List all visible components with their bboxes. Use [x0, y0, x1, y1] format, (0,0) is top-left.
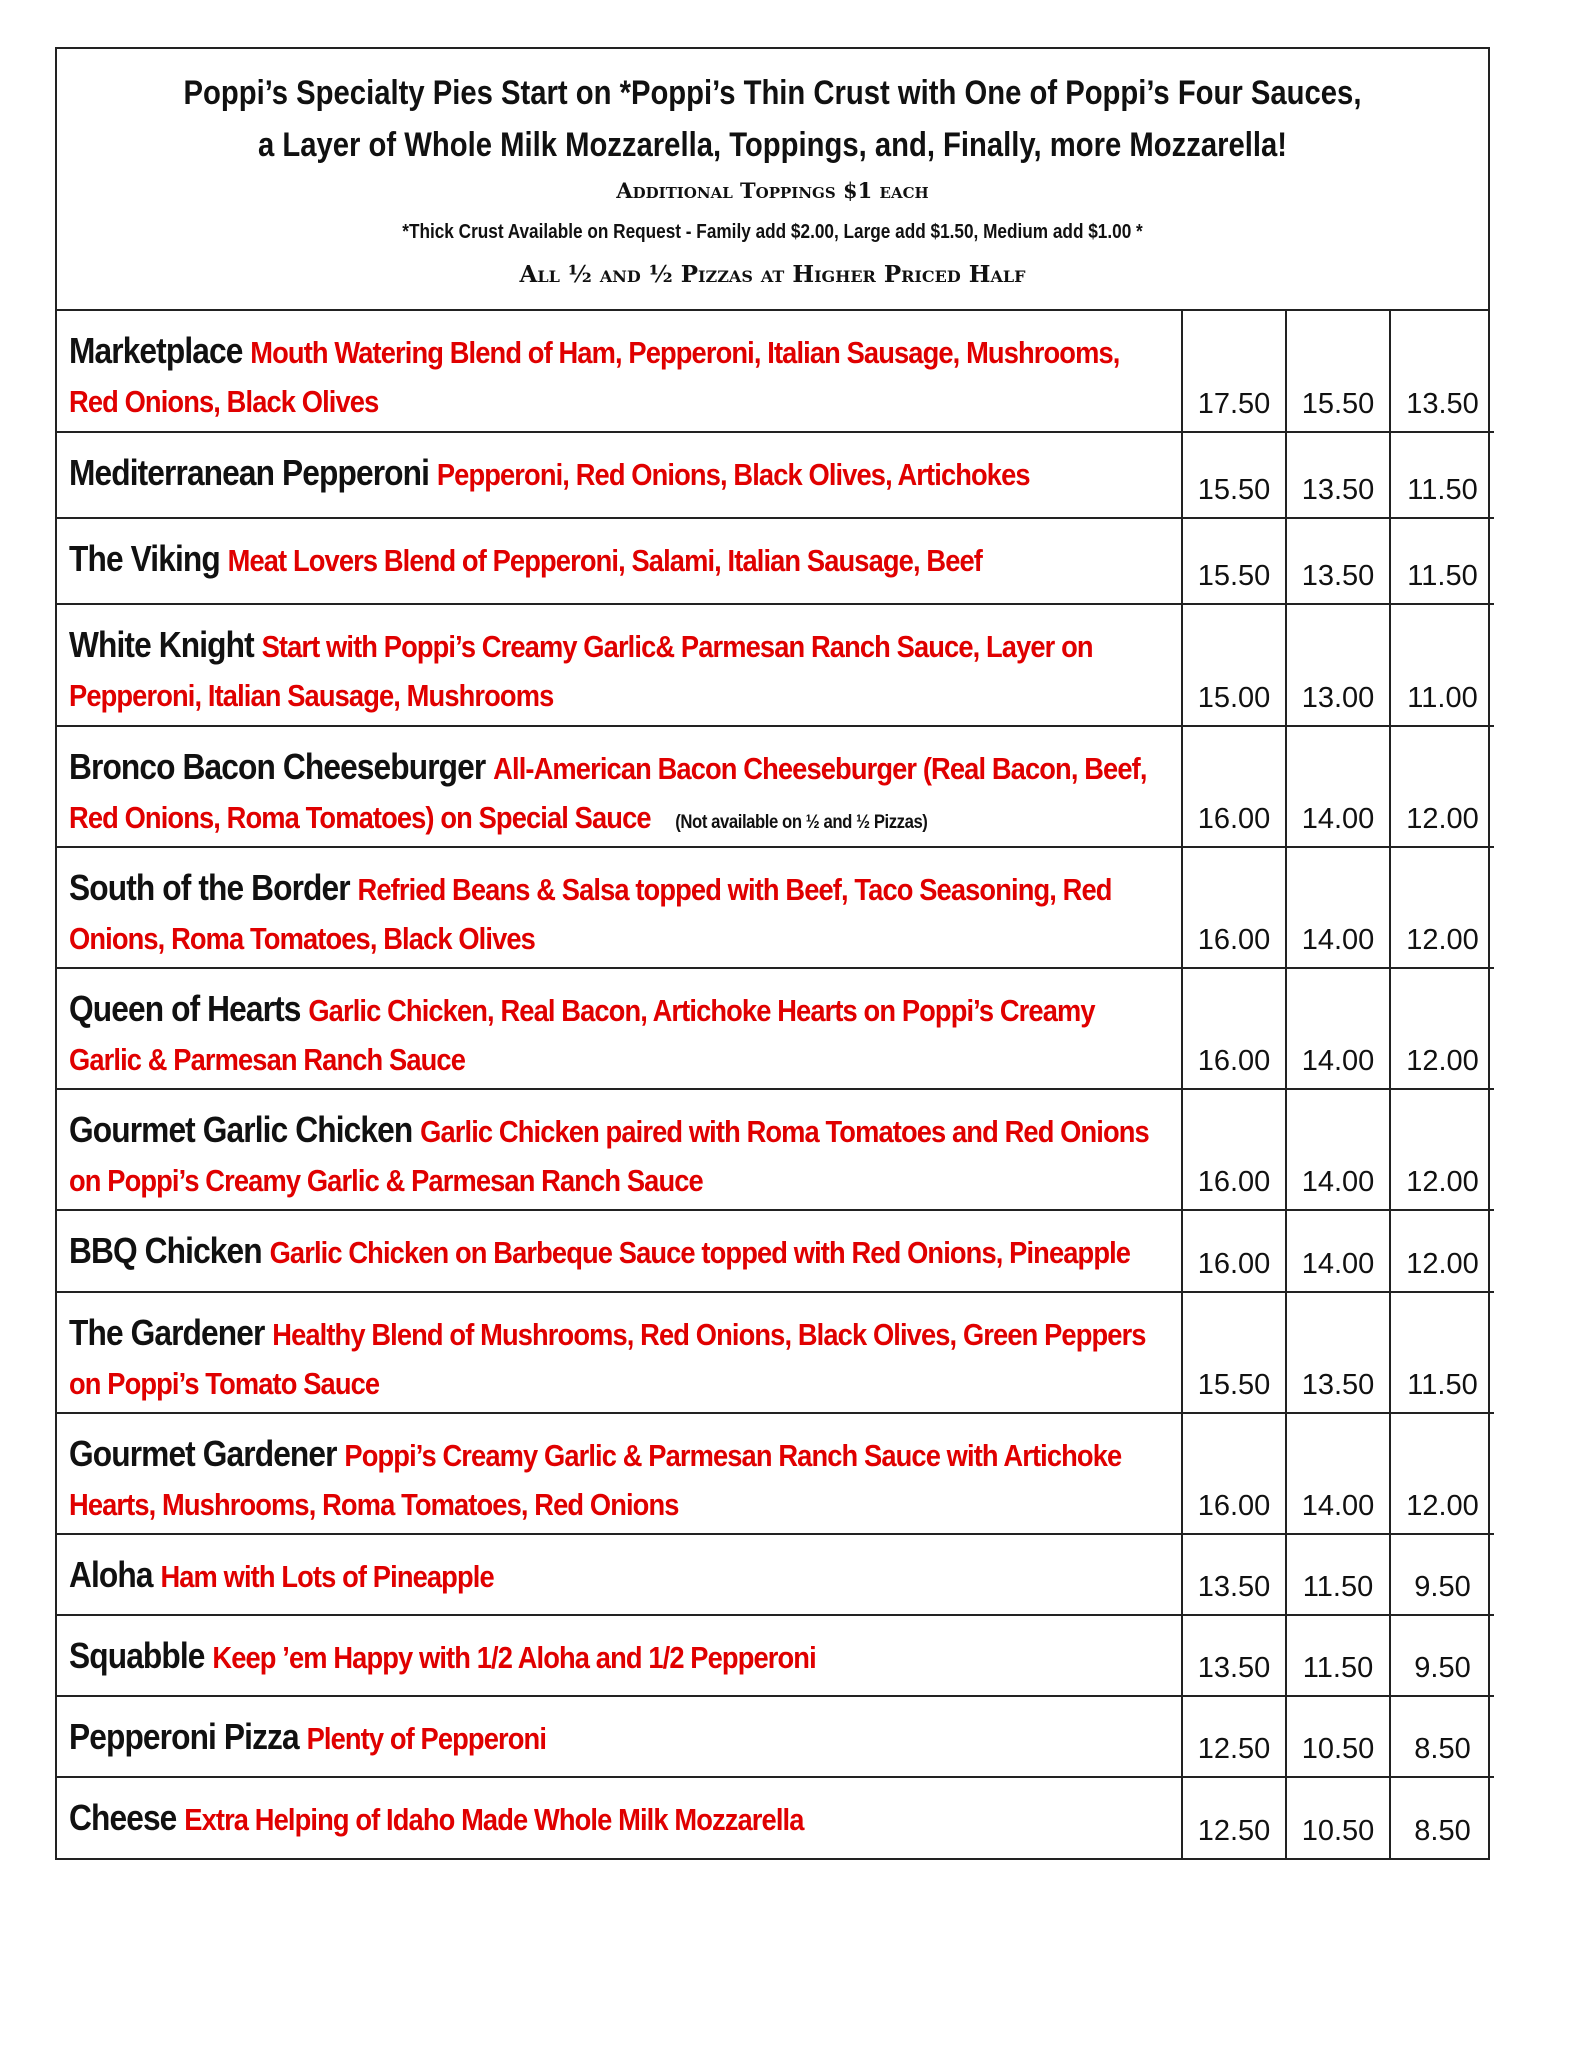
price-large: 10.50 — [1286, 1696, 1390, 1777]
pizza-name: BBQ Chicken — [69, 1230, 262, 1271]
pizza-name: The Viking — [69, 538, 220, 579]
price-large: 11.50 — [1286, 1615, 1390, 1696]
pizza-toppings: Garlic Chicken, Real Bacon, Artichoke Hearts on Poppi’s Creamy Garlic & Parmesan Ranch Sauce — [69, 993, 1095, 1077]
price-family: 16.00 — [1182, 968, 1286, 1089]
pizza-toppings: Refried Beans & Salsa topped with Beef, Taco Seasoning, Red Onions, Roma Tomatoes, Black Olives — [69, 872, 1112, 956]
price-medium: 9.50 — [1390, 1534, 1494, 1615]
price-medium: 11.00 — [1390, 604, 1494, 726]
price-family: 15.00 — [1182, 604, 1286, 726]
price-family: 16.00 — [1182, 1210, 1286, 1292]
price-medium: 9.50 — [1390, 1615, 1494, 1696]
pizza-text — [69, 623, 1157, 723]
pizza-name: Pepperoni Pizza — [69, 1716, 299, 1757]
pizza-row — [57, 1292, 1494, 1413]
pizza-description-cell — [57, 1210, 1182, 1292]
pizza-row — [57, 1210, 1494, 1292]
pizza-rows — [57, 311, 1494, 1858]
pizza-name: Mediterranean Pepperoni — [69, 452, 430, 493]
pizza-text — [69, 1553, 1157, 1604]
pizza-description-cell — [57, 1777, 1182, 1858]
pizza-description-cell — [57, 1089, 1182, 1210]
pizza-toppings: Healthy Blend of Mushrooms, Red Onions, Black Olives, Green Peppers on Poppi’s Tomato Sauce — [69, 1317, 1146, 1401]
pizza-name: Squabble — [69, 1635, 205, 1676]
pizza-toppings: Garlic Chicken on Barbeque Sauce topped with Red Onions, Pineapple — [269, 1235, 1131, 1270]
price-large: 13.50 — [1286, 518, 1390, 604]
pizza-row — [57, 968, 1494, 1089]
pizza-text — [69, 1311, 1157, 1411]
price-family: 16.00 — [1182, 1413, 1286, 1534]
pizza-name: Bronco Bacon Cheeseburger — [69, 746, 486, 787]
thick-crust-note: *Thick Crust Available on Request - Family add $2.00, Large add $1.50, Medium add $1.00 * — [402, 221, 1143, 243]
pizza-text — [69, 1796, 1157, 1847]
price-large: 14.00 — [1286, 1413, 1390, 1534]
pizza-description-cell — [57, 1696, 1182, 1777]
pizza-row — [57, 604, 1494, 726]
pizza-description-cell — [57, 847, 1182, 968]
pizza-row — [57, 1696, 1494, 1777]
pizza-row — [57, 1777, 1494, 1858]
price-family: 17.50 — [1182, 311, 1286, 432]
pizza-text — [69, 451, 1157, 502]
price-family: 12.50 — [1182, 1777, 1286, 1858]
price-family: 16.00 — [1182, 1089, 1286, 1210]
pizza-name: The Gardener — [69, 1312, 265, 1353]
price-medium: 12.00 — [1390, 1210, 1494, 1292]
pizza-row — [57, 311, 1494, 432]
pizza-toppings: Ham with Lots of Pineapple — [160, 1559, 494, 1594]
pizza-description-cell — [57, 311, 1182, 432]
price-medium: 11.50 — [1390, 1292, 1494, 1413]
pizza-description-cell — [57, 1413, 1182, 1534]
price-large: 13.50 — [1286, 432, 1390, 518]
price-medium: 13.50 — [1390, 311, 1494, 432]
pizza-row — [57, 1615, 1494, 1696]
header-line-1: Poppi’s Specialty Pies Start on *Poppi’s Thin Crust with One of Poppi’s Four Sauces, — [183, 74, 1362, 112]
pizza-row — [57, 847, 1494, 968]
header-line-2: a Layer of Whole Milk Mozzarella, Toppings, and, Finally, more Mozzarella! — [258, 126, 1287, 164]
pizza-name: Gourmet Gardener — [69, 1433, 337, 1474]
pizza-name: White Knight — [69, 624, 254, 665]
price-large: 14.00 — [1286, 1089, 1390, 1210]
price-family: 15.50 — [1182, 432, 1286, 518]
pizza-description-cell — [57, 604, 1182, 726]
price-medium: 12.00 — [1390, 847, 1494, 968]
price-medium: 8.50 — [1390, 1777, 1494, 1858]
pizza-description-cell — [57, 432, 1182, 518]
price-large: 14.00 — [1286, 1210, 1390, 1292]
price-large: 15.50 — [1286, 311, 1390, 432]
pizza-text — [69, 537, 1157, 588]
price-large: 13.50 — [1286, 1292, 1390, 1413]
pizza-name: Gourmet Garlic Chicken — [69, 1109, 413, 1150]
price-family: 16.00 — [1182, 847, 1286, 968]
pizza-toppings: Keep ’em Happy with 1/2 Aloha and 1/2 Pepperoni — [212, 1640, 816, 1675]
price-family: 13.50 — [1182, 1534, 1286, 1615]
pizza-description-cell — [57, 518, 1182, 604]
pizza-row — [57, 1089, 1494, 1210]
pizza-toppings: Start with Poppi’s Creamy Garlic& Parmesan Ranch Sauce, Layer on Pepperoni, Italian Sausage, Mushrooms — [69, 629, 1093, 713]
pizza-text — [69, 1432, 1157, 1532]
half-half-note: All ½ and ½ Pizzas at Higher Priced Half — [519, 261, 1026, 288]
price-family: 15.50 — [1182, 518, 1286, 604]
pizza-row — [57, 1413, 1494, 1534]
price-large: 14.00 — [1286, 847, 1390, 968]
pizza-toppings: All-American Bacon Cheeseburger (Real Bacon, Beef, Red Onions, Roma Tomatoes) on Special Sauce — [69, 751, 1147, 835]
price-large: 13.00 — [1286, 604, 1390, 726]
price-large: 10.50 — [1286, 1777, 1390, 1858]
price-family: 15.50 — [1182, 1292, 1286, 1413]
pizza-table — [57, 311, 1494, 1858]
price-medium: 12.00 — [1390, 968, 1494, 1089]
price-medium: 12.00 — [1390, 1089, 1494, 1210]
pizza-name: Aloha — [69, 1554, 153, 1595]
pizza-description-cell — [57, 726, 1182, 847]
pizza-toppings: Plenty of Pepperoni — [306, 1721, 547, 1756]
pizza-description-cell — [57, 1534, 1182, 1615]
pizza-text — [69, 1229, 1157, 1280]
pizza-name: Marketplace — [69, 330, 243, 371]
pizza-text — [69, 1108, 1157, 1208]
pizza-row — [57, 1534, 1494, 1615]
pizza-text — [69, 1715, 1157, 1766]
pizza-text — [69, 329, 1157, 429]
pizza-text — [69, 987, 1157, 1087]
pizza-toppings: Mouth Watering Blend of Ham, Pepperoni, Italian Sausage, Mushrooms, Red Onions, Black Olives — [69, 335, 1120, 419]
pizza-description-cell — [57, 1615, 1182, 1696]
pizza-name: South of the Border — [69, 867, 350, 908]
pizza-name: Cheese — [69, 1797, 177, 1838]
pizza-text — [69, 745, 1157, 845]
menu-box — [55, 47, 1490, 1860]
price-family: 16.00 — [1182, 726, 1286, 847]
price-medium: 11.50 — [1390, 432, 1494, 518]
menu-header — [57, 49, 1488, 311]
pizza-toppings: Poppi’s Creamy Garlic & Parmesan Ranch Sauce with Artichoke Hearts, Mushrooms, Roma Tomatoes, Red Onions — [69, 1438, 1122, 1522]
price-large: 14.00 — [1286, 726, 1390, 847]
price-medium: 8.50 — [1390, 1696, 1494, 1777]
pizza-name: Queen of Hearts — [69, 988, 301, 1029]
pizza-row — [57, 518, 1494, 604]
pizza-row — [57, 726, 1494, 847]
pizza-description-cell — [57, 1292, 1182, 1413]
pizza-toppings: Garlic Chicken paired with Roma Tomatoes and Red Onions on Poppi’s Creamy Garlic & Parmesan Ranch Sauce — [69, 1114, 1149, 1198]
pizza-description-cell — [57, 968, 1182, 1089]
price-large: 11.50 — [1286, 1534, 1390, 1615]
price-large: 14.00 — [1286, 968, 1390, 1089]
pizza-note: (Not available on ½ and ½ Pizzas) — [675, 812, 928, 833]
price-medium: 11.50 — [1390, 518, 1494, 604]
toppings-note: Additional Toppings $1 each — [616, 178, 929, 203]
pizza-text — [69, 866, 1157, 966]
pizza-toppings: Pepperoni, Red Onions, Black Olives, Artichokes — [436, 457, 1030, 492]
pizza-toppings: Meat Lovers Blend of Pepperoni, Salami, Italian Sausage, Beef — [227, 543, 982, 578]
price-family: 13.50 — [1182, 1615, 1286, 1696]
pizza-text — [69, 1634, 1157, 1685]
price-family: 12.50 — [1182, 1696, 1286, 1777]
pizza-toppings: Extra Helping of Idaho Made Whole Milk Mozzarella — [184, 1802, 804, 1837]
price-medium: 12.00 — [1390, 1413, 1494, 1534]
pizza-row — [57, 432, 1494, 518]
price-medium: 12.00 — [1390, 726, 1494, 847]
